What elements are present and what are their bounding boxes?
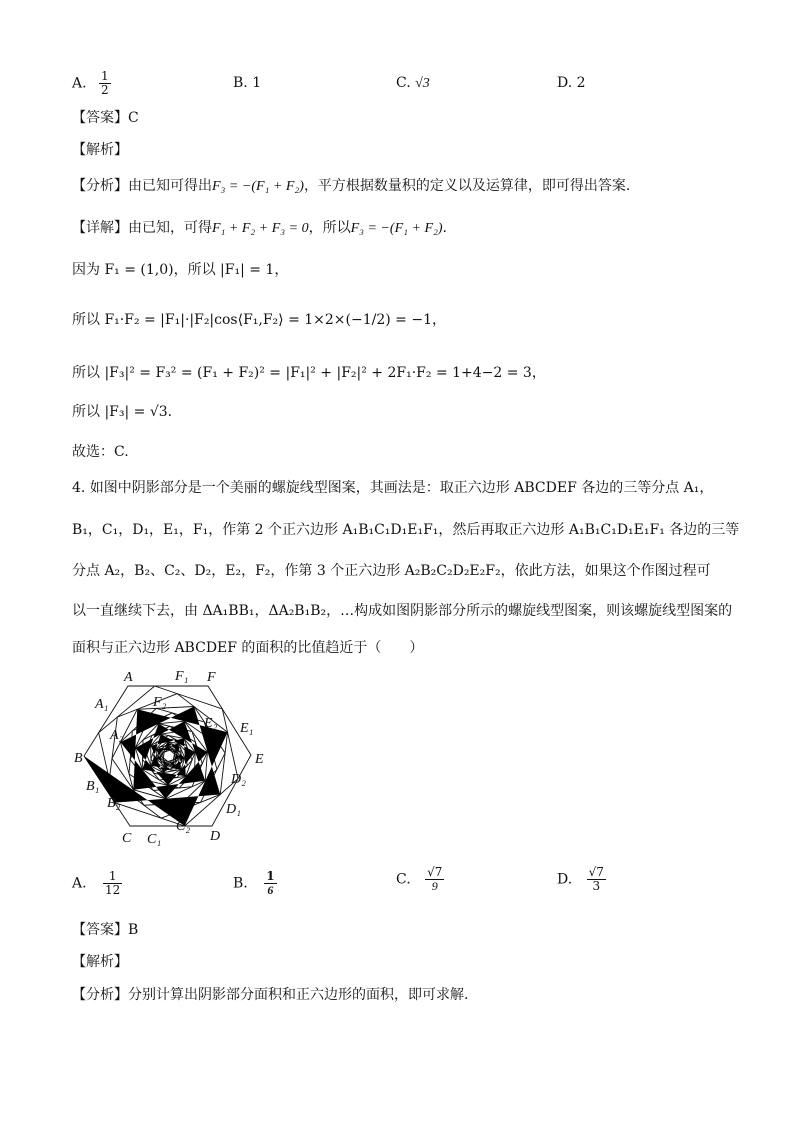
q4-analysis-heading: 【解析】 — [72, 954, 128, 970]
q3-line-result: 所以 |F₃| = √3. — [72, 404, 173, 420]
label-D2: D₂ — [231, 772, 246, 787]
q4-option-c: C. $\frac{√7}{9}$ — [396, 865, 443, 893]
label-B1: B₁ — [86, 779, 100, 794]
q4-option-d: D. $\frac{√7}{3}$ — [557, 865, 604, 893]
q3-option-c: C. √3 — [396, 75, 430, 91]
q3-fenxi: 【分析】由已知可得出F₃ = −(F₁ + F₂)，平方根据数量积的定义以及运算律，即可得出答案. — [72, 178, 631, 194]
hexagon-22 — [163, 750, 174, 761]
label-A2: A₂ — [110, 728, 124, 743]
label-C: C — [122, 831, 132, 846]
q4-option-b: B. $\frac{1}{6}$ — [233, 869, 275, 897]
label-E2: E₂ — [204, 716, 218, 731]
q3-option-b: B. 1 — [233, 75, 262, 91]
q4-option-a: A. $\frac{1}{12}$ — [72, 869, 121, 897]
label-E1: E₁ — [240, 721, 254, 736]
q3-analysis-heading: 【解析】 — [72, 142, 128, 158]
label-D: D — [210, 829, 221, 844]
spiral-hexagon-figure — [70, 662, 290, 852]
label-D1: D₁ — [226, 802, 241, 817]
label-F2: F₂ — [153, 695, 167, 710]
label-A1: A₁ — [95, 697, 109, 712]
label-A: A — [124, 670, 133, 685]
q3-option-d: D. 2 — [557, 75, 586, 91]
q4-answer: 【答案】B — [72, 922, 139, 938]
label-C2: C₂ — [176, 819, 191, 834]
label-C1: C₁ — [147, 832, 162, 847]
q4-stem-line-4: 以一直继续下去，由 ΔA₁BB₁，ΔA₂B₁B₂，…构成如图阴影部分所示的螺旋线型图案，则该螺旋线型图案的 — [72, 603, 733, 619]
q4-stem-line-2: B₁，C₁，D₁，E₁，F₁，作第 2 个正六边形 A₁B₁C₁D₁E₁F₁，然后再取正六边形 A₁B₁C₁D₁E₁F₁ 各边的三等 — [72, 522, 740, 538]
label-F1: F₁ — [175, 669, 189, 684]
label-B2: B₂ — [107, 796, 121, 811]
q4-stem-line-3: 分点 A₂，B₂、C₂、D₂，E₂，F₂，作第 3 个正六边形 A₂B₂C₂D₂E₂F₂，依此方法，如果这个作图过程可 — [72, 563, 711, 579]
q4-stem-line-1: 4. 如图中阴影部分是一个美丽的螺旋线型图案，其画法是：取正六边形 ABCDEF 各边的三等分点 A₁， — [72, 480, 714, 496]
q3-line-dot-product: 所以 F₁·F₂ = |F₁|·|F₂|cos⟨F₁,F₂⟩ = 1×2×(−1/2) = −1， — [72, 312, 446, 328]
q3-detail: 【详解】由已知，可得F₁ + F₂ + F₃ = 0，所以F₃ = −(F₁ + F₂). — [72, 220, 447, 236]
q3-line-square: 所以 |F₃|² = F₃² = (F₁ + F₂)² = |F₁|² + |F₂|² + 2F₁·F₂ = 1+4−2 = 3， — [72, 365, 546, 381]
q3-choose: 故选：C. — [72, 444, 129, 460]
q3-answer: 【答案】C — [72, 110, 139, 126]
q3-line-because: 因为 F₁ = (1,0)，所以 |F₁| = 1， — [72, 262, 289, 278]
label-F: F — [207, 670, 216, 685]
label-B: B — [74, 751, 83, 766]
q3-option-a: A. $\frac{1}{2}$ — [72, 69, 109, 97]
q4-fenxi: 【分析】分别计算出阴影部分面积和正六边形的面积，即可求解. — [72, 987, 469, 1003]
q4-stem-line-5: 面积与正六边形 ABCDEF 的面积的比值趋近于（ ） — [72, 640, 424, 656]
label-E: E — [255, 752, 264, 767]
